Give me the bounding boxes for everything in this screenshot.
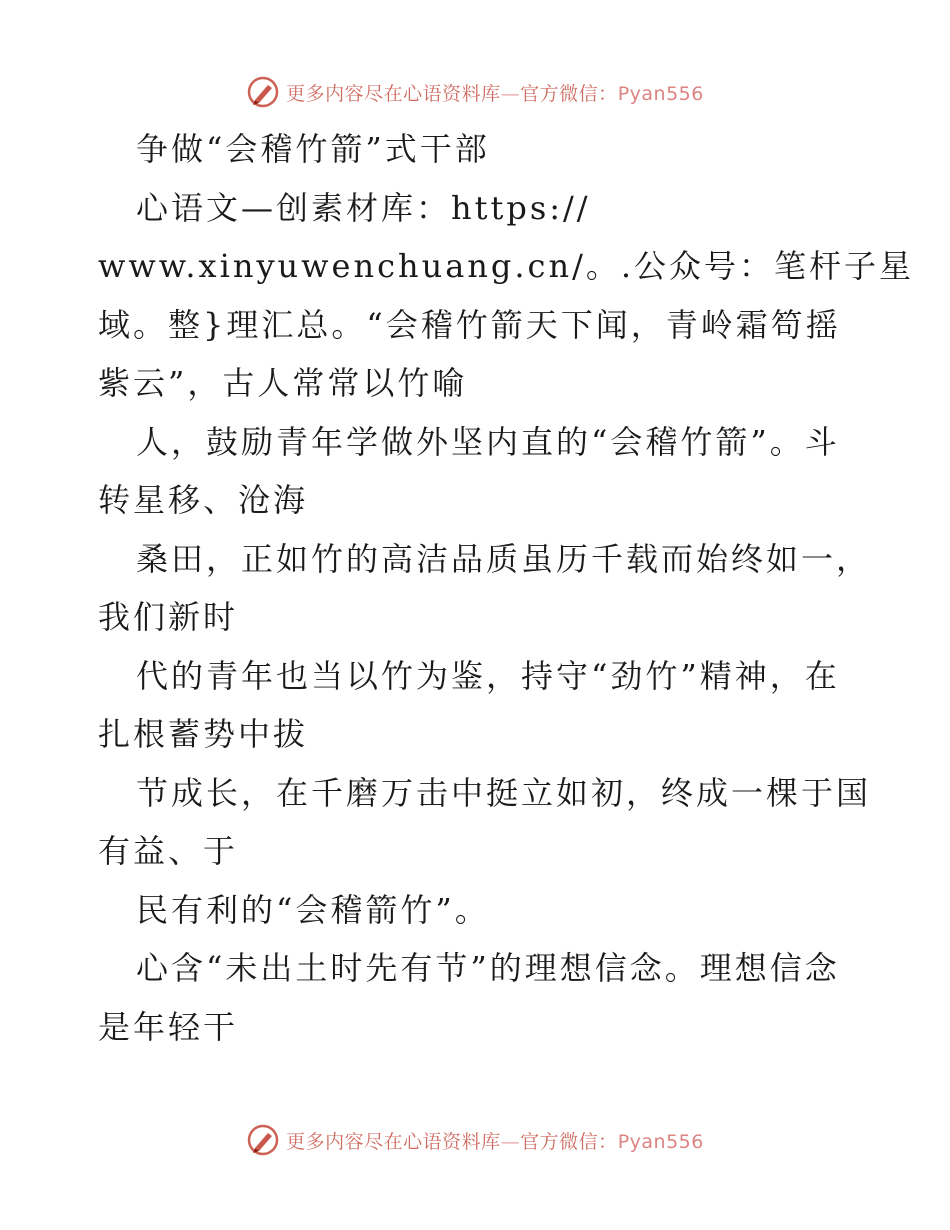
text-line: 是年轻干 — [98, 1007, 239, 1046]
pen-logo-icon — [246, 75, 280, 109]
text-line: 我们新时 — [98, 598, 239, 636]
text-line: 争做“会稽竹箭”式干部 — [136, 130, 490, 168]
text-line: 有益、于 — [98, 832, 239, 870]
text-line: 节成长，在千磨万击中挺立如初，终成一棵于国 — [136, 773, 872, 812]
watermark-main: 更多内容尽在心语资料库 — [286, 82, 501, 105]
watermark-label: 官方微信： — [520, 1130, 618, 1153]
text-line: 代的青年也当以竹为鉴，持守“劲竹”精神，在 — [136, 656, 840, 695]
text-line: 转星移、沧海 — [98, 481, 309, 519]
watermark-text — [286, 79, 704, 106]
text-line: www.xinyuwenchuang.cn/。.公众号：笔杆子星 — [98, 247, 915, 285]
watermark-dash: — — [500, 82, 521, 105]
footer-watermark — [0, 1120, 950, 1160]
watermark-dash: — — [500, 1130, 521, 1153]
text-line: 紫云”，古人常常以竹喻 — [98, 364, 468, 402]
text-line: 民有利的“会稽箭竹”。 — [136, 890, 490, 929]
watermark-label: 官方微信： — [520, 82, 618, 105]
text-line: 桑田，正如竹的高洁品质虽历千载而始终如一， — [136, 539, 872, 578]
pen-logo-icon — [246, 1123, 280, 1157]
watermark-wechat-id: Pyan556 — [617, 1130, 704, 1153]
text-line: 心含“未出土时先有节”的理想信念。理想信念 — [136, 949, 840, 987]
document-body — [98, 120, 915, 1056]
text-line: 心语文—创素材库：https:// — [136, 188, 591, 227]
header-watermark — [0, 72, 950, 112]
text-line: 人，鼓励青年学做外坚内直的“会稽竹箭”。斗 — [136, 422, 840, 461]
watermark-wechat-id: Pyan556 — [617, 82, 704, 105]
text-line: 域。整}理汇总。“会稽竹箭天下闻，青岭霜笱摇 — [98, 305, 841, 344]
watermark-main: 更多内容尽在心语资料库 — [286, 1130, 501, 1153]
watermark-text — [286, 1127, 704, 1154]
text-line: 扎根蓄势中拔 — [98, 715, 309, 753]
